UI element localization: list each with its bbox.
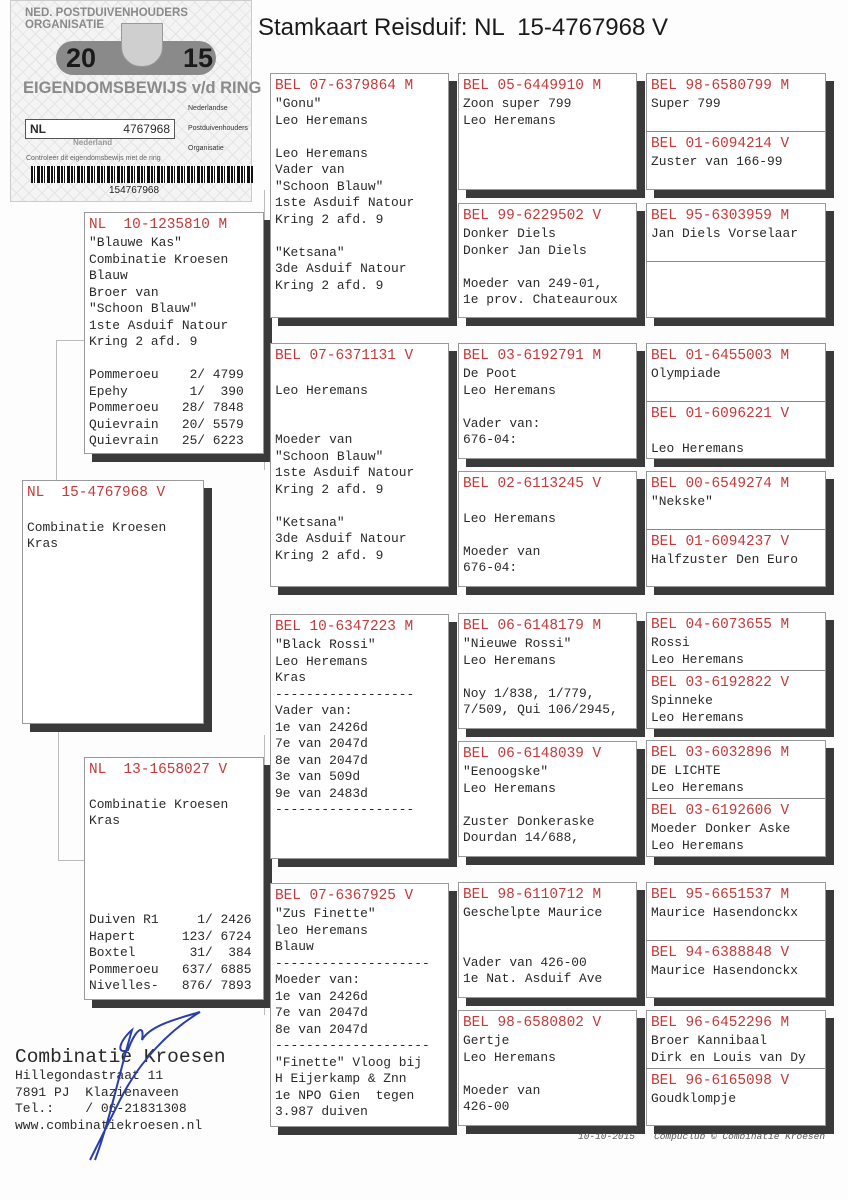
sire-box — [84, 212, 264, 454]
connector-line — [56, 340, 84, 341]
ring-number: BEL 01-6096221 V — [651, 406, 790, 422]
breeder-phone: Tel.: / 06-21831308 — [15, 1101, 187, 1116]
pigeon-cell — [85, 758, 263, 995]
pigeon-cell — [271, 344, 448, 564]
connector-line — [56, 340, 57, 480]
ggp-box — [458, 343, 637, 459]
software-credit: Compuclub © Combinatie Kroesen — [654, 1131, 826, 1142]
breeder-name: Combinatie Kroesen — [15, 1046, 226, 1068]
pigeon-info-line: Vader van — [275, 162, 345, 177]
connector-line — [58, 860, 84, 861]
ring-ownership-card — [10, 0, 262, 202]
pigeon-info-line — [275, 416, 444, 433]
sire-cell — [647, 1011, 825, 1068]
pigeon-info-line: Moeder van 249-01, — [463, 275, 603, 291]
pigeon-info-line: "Eenoogske" — [463, 764, 549, 779]
pigeon-info-line: 3de Asduif Natour — [275, 261, 407, 276]
pigeon-info-line: 3e van 509d — [275, 769, 361, 784]
pigeon-info-line: De Poot — [463, 366, 518, 381]
pigeon-info-line: "Ketsana" — [275, 514, 345, 530]
pigeon-info-line: Pommeroeu 2/ 4799 — [89, 367, 244, 382]
pigeon-info-line: Zuster van 166-99 — [651, 154, 783, 169]
connector-line — [450, 670, 451, 800]
pigeon-info-line: 8e van 2047d — [275, 1021, 368, 1037]
pigeon-info-line: Combinatie Kroesen — [89, 796, 229, 812]
pigeon-info-line — [463, 922, 632, 939]
pigeon-info-line: 7e van 2047d — [275, 736, 368, 751]
pigeon-cell — [459, 1011, 636, 1116]
pigeon-info-line: Leo Heremans — [463, 652, 556, 668]
pigeon-info-line: Moeder van — [463, 543, 541, 559]
pigeon-info-line: 3de Asduif Natour — [275, 531, 407, 546]
connector-line — [450, 940, 451, 1070]
pigeon-info-line: Donker Jan Diels — [463, 242, 587, 258]
pigeon-info-line: Leo Heremans — [463, 382, 556, 398]
ring-number: BEL 98-6110712 M — [463, 887, 602, 903]
pigeon-info-line: Gertje — [463, 1033, 510, 1048]
pigeon-info-line: "Blauwe Kas" — [89, 235, 182, 250]
npo-line: Organisatie — [188, 145, 224, 152]
lion-shield-icon — [121, 23, 163, 67]
pigeon-info-line: Dirk en Louis van Dy — [651, 1049, 806, 1065]
pigeon-info-line: Spinneke — [651, 693, 713, 708]
pigeon-info-line: Geschelpte Maurice — [463, 905, 603, 920]
pigeon-info-line: Leo Heremans — [463, 112, 556, 128]
ring-number: BEL 01-6094237 V — [651, 534, 790, 550]
pigeon-info-line — [463, 669, 632, 686]
ring-number: BEL 07-6379864 M — [275, 78, 414, 94]
pigeon-info-line: "Gonu" — [275, 96, 322, 111]
pigeon-info-line — [89, 351, 259, 368]
pigeon-info-line: Moeder van — [275, 432, 353, 447]
ring-number: NL 10-1235810 M — [89, 217, 228, 233]
pigeon-info-line: Pommeroeu 28/ 7848 — [89, 400, 244, 415]
card-heading: EIGENDOMSBEWIJS v/d RING — [23, 79, 262, 97]
gggp-pair-box — [646, 343, 826, 459]
pigeon-info-line — [275, 228, 444, 245]
pigeon-info-line — [463, 527, 632, 544]
sire-cell — [647, 613, 825, 670]
pigeon-info-line: 7/509, Qui 106/2945, — [463, 702, 618, 717]
pigeon-info-line: 1e NPO Gien tegen — [275, 1087, 415, 1103]
pigeon-cell — [23, 481, 203, 553]
ring-number: BEL 95-6303959 M — [651, 208, 790, 224]
pigeon-cell — [459, 742, 636, 847]
pigeon-info-line — [275, 498, 444, 515]
pigeon-info-line: Vader van: — [275, 703, 353, 718]
pigeon-info-line: Kras — [275, 670, 306, 685]
pigeon-info-line: DE LICHTE — [651, 763, 721, 778]
card-control-text: Controleer dit eigendomsbewijs met de ring — [26, 155, 161, 162]
pigeon-info-line: Boxtel 31/ 384 — [89, 945, 252, 960]
pigeon-info-line: Leo Heremans — [275, 653, 368, 669]
pigeon-info-line: Maurice Hasendonckx — [651, 963, 798, 978]
pigeon-info-line: Kring 2 afd. 9 — [275, 481, 384, 497]
pigeon-info-line — [275, 399, 444, 416]
card-org: NED. POSTDUIVENHOUDERS ORGANISATIE — [25, 7, 188, 31]
ring-number: BEL 02-6113245 V — [463, 476, 602, 492]
breeder-address: Hillegondastraat 11 — [15, 1068, 164, 1083]
pigeon-info-line: Epehy 1/ 390 — [89, 383, 244, 399]
card-country: NL — [30, 122, 46, 136]
pigeon-info-line: "Nekske" — [651, 494, 713, 509]
pigeon-info-line: Kring 2 afd. 9 — [275, 211, 384, 227]
ring-number: BEL 06-6148039 V — [463, 746, 602, 762]
connector-line — [450, 400, 451, 530]
ggp-box — [458, 471, 637, 587]
ring-number: BEL 98-6580799 M — [651, 78, 790, 94]
pigeon-info-line — [463, 259, 632, 276]
pigeon-info-line: leo Heremans — [275, 922, 368, 938]
connector-line — [264, 735, 265, 1015]
pigeon-info-line: Quievrain 20/ 5579 — [89, 416, 244, 432]
page-title: Stamkaart Reisduif: NL 15-4767968 V — [258, 14, 669, 41]
pigeon-info-line: 9e van 2483d — [275, 785, 368, 801]
ring-number: BEL 96-6452296 M — [651, 1015, 790, 1031]
pigeon-info-line: Leo Heremans — [275, 382, 368, 398]
gggp-pair-box — [646, 471, 826, 587]
ggp-box — [458, 73, 637, 190]
pigeon-info-line: Combinatie Kroesen — [27, 519, 167, 535]
pigeon-info-line: Duiven R1 1/ 2426 — [89, 912, 252, 927]
pigeon-info-line: 426-00 — [463, 1099, 510, 1114]
ring-number: BEL 10-6347223 M — [275, 619, 414, 635]
pigeon-info-line: 1e Nat. Asduif Ave — [463, 971, 603, 986]
ring-number: BEL 03-6192822 V — [651, 675, 790, 691]
pigeon-info-line: 676-04: — [463, 432, 518, 447]
pigeon-info-line — [275, 129, 444, 146]
barcode — [31, 166, 253, 183]
ring-number: BEL 99-6229502 V — [463, 208, 602, 224]
dam-cell — [647, 261, 825, 318]
pigeon-info-line — [89, 780, 259, 797]
pigeon-info-line: Goudklompje — [651, 1091, 737, 1106]
pigeon-cell — [271, 615, 448, 819]
subject-pigeon-box — [22, 480, 204, 724]
pigeon-info-line: Leo Heremans — [463, 780, 556, 796]
pigeon-info-line: Broer van — [89, 284, 159, 300]
ring-number: NL 13-1658027 V — [89, 762, 228, 778]
pigeon-info-line: ------------------ — [275, 686, 415, 702]
pigeon-info-line: Maurice Hasendonckx — [651, 905, 798, 920]
pigeon-cell — [459, 344, 636, 449]
pigeon-info-line: Rossi — [651, 635, 690, 650]
sire-cell — [647, 883, 825, 940]
pigeon-info-line: H Eijerkamp & Znn — [275, 1071, 407, 1086]
dam-cell — [647, 940, 825, 997]
ggp-box — [458, 613, 637, 729]
pigeon-info-line: Super 799 — [651, 96, 721, 111]
pigeon-cell — [459, 614, 636, 719]
pigeon-info-line: Donker Diels — [463, 226, 556, 241]
sire-cell — [647, 741, 825, 798]
pigeon-info-line: 1e van 2426d — [275, 719, 368, 735]
pigeon-info-line: Leo Heremans — [275, 112, 368, 128]
pigeon-info-line: Zuster Donkeraske — [463, 813, 595, 829]
dam-sire-box — [270, 614, 449, 859]
pigeon-cell — [459, 74, 636, 129]
pigeon-info-line — [463, 797, 632, 814]
card-year-right: 15 — [183, 43, 214, 73]
ring-number: BEL 95-6651537 M — [651, 887, 790, 903]
pigeon-info-line: Kring 2 afd. 9 — [275, 277, 384, 293]
pigeon-cell — [459, 883, 636, 988]
pigeon-info-line — [275, 366, 444, 383]
ring-number-field — [25, 119, 175, 139]
pigeon-info-line — [463, 399, 632, 416]
ring-number: BEL 03-6032896 M — [651, 745, 790, 761]
gggp-pair-box — [646, 612, 826, 729]
dam-cell — [647, 131, 825, 188]
pigeon-info-line: Noy 1/838, 1/779, — [463, 685, 595, 701]
pigeon-info-line — [89, 896, 259, 913]
pigeon-info-line: 3.987 duiven — [275, 1104, 368, 1119]
pigeon-info-line: Broer Kannibaal — [651, 1033, 768, 1048]
dam-box — [84, 757, 264, 1000]
connector-line — [58, 730, 59, 860]
pigeon-info-line: Halfzuster Den Euro — [651, 552, 798, 567]
pigeon-info-line: "Schoon Blauw" — [275, 178, 384, 194]
pigeon-info-line — [27, 503, 199, 520]
pigeon-info-line: "Schoon Blauw" — [275, 448, 384, 464]
ring-number: BEL 96-6165098 V — [651, 1073, 790, 1089]
pigeon-info-line — [89, 830, 259, 847]
card-ring-number: 4767968 — [123, 122, 170, 136]
pigeon-info-line: 676-04: — [463, 560, 518, 575]
ring-number: BEL 05-6449910 M — [463, 78, 602, 94]
pigeon-info-line: 8e van 2047d — [275, 752, 368, 768]
pigeon-info-line: Leo Heremans — [275, 145, 368, 161]
pigeon-cell — [271, 74, 448, 294]
barcode-number: 154767968 — [109, 185, 160, 196]
npo-line: Postduivenhouders — [188, 125, 248, 132]
card-country-name: Nederland — [73, 138, 113, 147]
print-date: 10-10-2015 — [578, 1131, 636, 1142]
pigeon-info-line — [89, 879, 259, 896]
pigeon-info-line: "Zus Finette" — [275, 906, 376, 921]
pigeon-info-line: Moeder Donker Aske — [651, 821, 791, 836]
pigeon-info-line: 1e prov. Chateauroux — [463, 292, 618, 307]
pigeon-cell — [459, 472, 636, 577]
sire-cell — [647, 344, 825, 401]
ring-number: BEL 07-6371131 V — [275, 348, 414, 364]
breeder-info — [15, 1046, 226, 1134]
ring-number: BEL 98-6580802 V — [463, 1015, 602, 1031]
sire-dam-box — [270, 343, 449, 587]
ring-number: BEL 03-6192606 V — [651, 803, 790, 819]
pigeon-info-line: "Schoon Blauw" — [89, 301, 198, 316]
dam-cell — [647, 1068, 825, 1125]
sire-cell — [647, 472, 825, 529]
gggp-pair-box — [646, 73, 826, 190]
dam-dam-box — [270, 883, 449, 1127]
pigeon-info-line: Vader van: — [463, 415, 541, 431]
pigeon-info-line: ------------------ — [275, 802, 415, 817]
pigeon-info-line — [463, 1066, 632, 1083]
pigeon-info-line: Kring 2 afd. 9 — [275, 547, 384, 563]
card-year-left: 20 — [66, 43, 97, 73]
connector-line — [450, 130, 451, 260]
pigeon-info-line: Kras — [89, 813, 120, 828]
sire-sire-box — [270, 73, 449, 318]
pigeon-cell — [271, 884, 448, 1121]
pigeon-info-line: "Finette" Vloog bij — [275, 1054, 422, 1070]
pigeon-info-line: Jan Diels Vorselaar — [651, 226, 798, 241]
dam-cell — [647, 529, 825, 586]
pigeon-info-line — [463, 938, 632, 955]
pigeon-info-line: Quievrain 25/ 6223 — [89, 433, 244, 448]
pigeon-info-line: Blauw — [89, 268, 128, 283]
pigeon-info-line: Leo Heremans — [651, 779, 744, 795]
pigeon-info-line: Kras — [27, 536, 58, 551]
pigeon-info-line: Nivelles- 876/ 7893 — [89, 978, 252, 993]
sire-cell — [647, 74, 825, 131]
ring-number: BEL 94-6388848 V — [651, 945, 790, 961]
connector-line — [264, 190, 265, 470]
pigeon-info-line — [651, 424, 821, 441]
pigeon-info-line: "Black Rossi" — [275, 637, 376, 652]
pigeon-info-line: Blauw — [275, 939, 314, 954]
pigeon-info-line: 1e van 2426d — [275, 988, 368, 1004]
gggp-pair-box — [646, 740, 826, 857]
pigeon-info-line: Vader van 426-00 — [463, 954, 587, 970]
breeder-website[interactable]: www.combinatiekroesen.nl — [15, 1117, 203, 1133]
pigeon-info-line: Leo Heremans — [651, 440, 744, 456]
pigeon-info-line: Kring 2 afd. 9 — [89, 334, 198, 349]
pigeon-info-line: -------------------- — [275, 955, 430, 971]
breeder-city: 7891 PJ Klazienaveen — [15, 1084, 179, 1100]
pigeon-info-line: "Nieuwe Rossi" — [463, 636, 572, 651]
ring-number: NL 15-4767968 V — [27, 485, 166, 501]
pigeon-info-line: Leo Heremans — [463, 1049, 556, 1065]
ring-number: BEL 01-6094214 V — [651, 136, 790, 152]
pigeon-info-line: Leo Heremans — [651, 837, 744, 853]
pigeon-info-line: 1ste Asduif Natour — [275, 195, 415, 210]
gggp-pair-box — [646, 1010, 826, 1126]
pigeon-info-line: "Ketsana" — [275, 244, 345, 260]
ring-number: BEL 07-6367925 V — [275, 888, 414, 904]
ring-number: BEL 01-6455003 M — [651, 348, 790, 364]
ring-number: BEL 00-6549274 M — [651, 476, 790, 492]
pigeon-info-line: Moeder van — [463, 1082, 541, 1098]
ggp-box — [458, 741, 637, 857]
pigeon-info-line: Dourdan 14/688, — [463, 830, 580, 845]
npo-line: Nederlandse — [188, 105, 228, 112]
pigeon-info-line: Hapert 123/ 6724 — [89, 928, 252, 944]
pigeon-info-line: -------------------- — [275, 1038, 430, 1053]
dam-cell — [647, 401, 825, 458]
pigeon-info-line: Pommeroeu 637/ 6885 — [89, 961, 252, 977]
dam-cell — [647, 798, 825, 855]
ring-number: BEL 04-6073655 M — [651, 617, 790, 633]
pigeon-info-line: Zoon super 799 — [463, 96, 572, 111]
ggp-box — [458, 203, 637, 318]
pigeon-info-line: Moeder van: — [275, 972, 361, 987]
pigeon-info-line — [463, 494, 632, 511]
sire-cell — [647, 204, 825, 261]
pigeon-info-line — [89, 863, 259, 880]
pigeon-info-line: Combinatie Kroesen — [89, 251, 229, 267]
gggp-pair-box — [646, 203, 826, 318]
ggp-box — [458, 882, 637, 998]
pigeon-info-line: Leo Heremans — [651, 651, 744, 667]
pigeon-cell — [85, 213, 263, 450]
pigeon-info-line: Olympiade — [651, 366, 721, 381]
pigeon-info-line: Leo Heremans — [463, 510, 556, 526]
pigeon-cell — [459, 204, 636, 309]
pigeon-info-line: 1ste Asduif Natour — [275, 465, 415, 480]
ring-number: BEL 06-6148179 M — [463, 618, 602, 634]
pigeon-info-line: 1ste Asduif Natour — [89, 317, 229, 333]
dam-cell — [647, 670, 825, 727]
pigeon-info-line: Leo Heremans — [651, 709, 744, 725]
pigeon-info-line: 7e van 2047d — [275, 1005, 368, 1020]
ggp-box — [458, 1010, 637, 1126]
gggp-pair-box — [646, 882, 826, 998]
pigeon-info-line — [89, 846, 259, 863]
ring-number: BEL 03-6192791 M — [463, 348, 602, 364]
